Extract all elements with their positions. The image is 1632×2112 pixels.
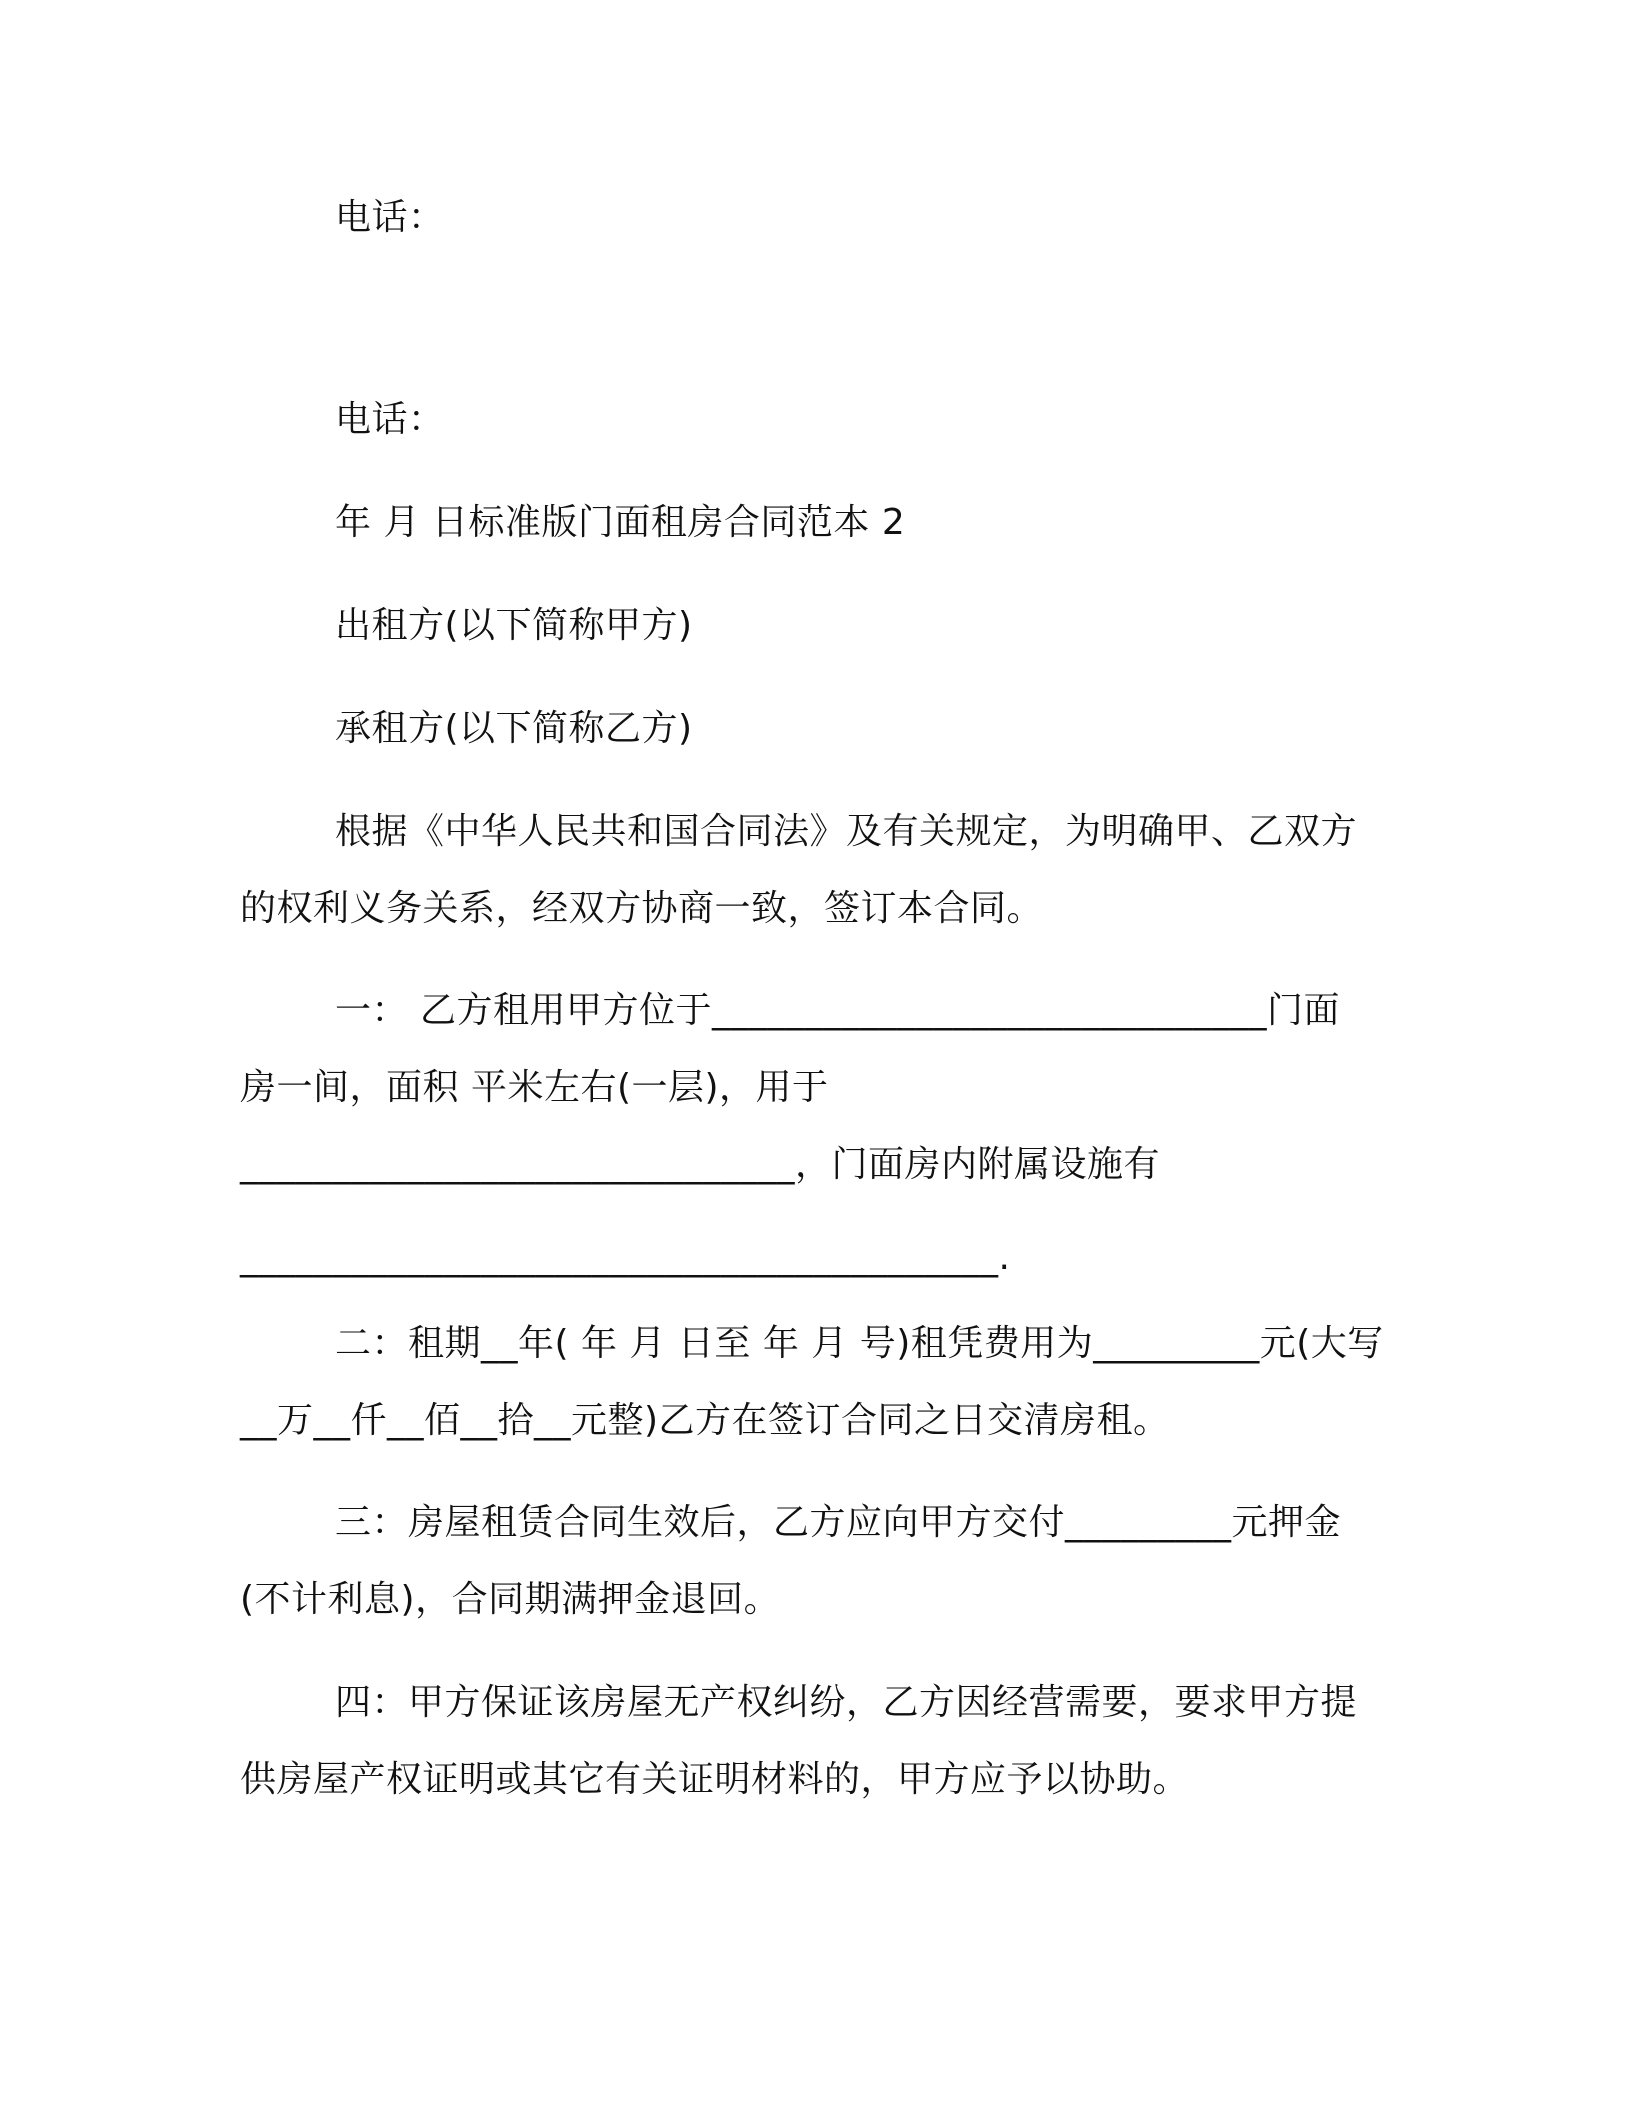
clause-1-line-2: 房一间，面积 平米左右(一层)，用于 xyxy=(240,1067,829,1108)
clause-3-line-1: 三：房屋租赁合同生效后，乙方应向甲方交付_________元押金 xyxy=(335,1502,1342,1543)
clause-4-line-1: 四：甲方保证该房屋无产权纠纷，乙方因经营需要，要求甲方提 xyxy=(335,1682,1358,1723)
lessee-line: 承租方(以下简称乙方) xyxy=(335,708,693,749)
clause-3-line-2: (不计利息)，合同期满押金退回。 xyxy=(240,1579,781,1620)
phone-label-1: 电话： xyxy=(335,197,445,238)
clause-1-line-3: ______________________________，门面房内附属设施有 xyxy=(240,1144,1161,1185)
clause-1-line-1: 一： 乙方租用甲方位于______________________________门面 xyxy=(335,990,1340,1031)
clause-2-line-1: 二：租期__年( 年 月 日至 年 月 号)租凭费用为_________元(大写 xyxy=(335,1323,1384,1364)
clause-2-line-2: __万__仟__佰__拾__元整)乙方在签订合同之日交清房租。 xyxy=(240,1400,1170,1441)
phone-label-2: 电话： xyxy=(335,399,445,440)
clause-1-line-4: _________________________________________. xyxy=(240,1237,1011,1278)
contract-title-line: 年 月 日标准版门面租房合同范本 2 xyxy=(335,502,906,543)
preamble-line-1: 根据《中华人民共和国合同法》及有关规定，为明确甲、乙双方 xyxy=(335,811,1358,852)
lessor-line: 出租方(以下简称甲方) xyxy=(335,605,693,646)
clause-4-line-2: 供房屋产权证明或其它有关证明材料的，甲方应予以协助。 xyxy=(240,1759,1190,1800)
preamble-line-2: 的权利义务关系，经双方协商一致，签订本合同。 xyxy=(240,888,1044,929)
